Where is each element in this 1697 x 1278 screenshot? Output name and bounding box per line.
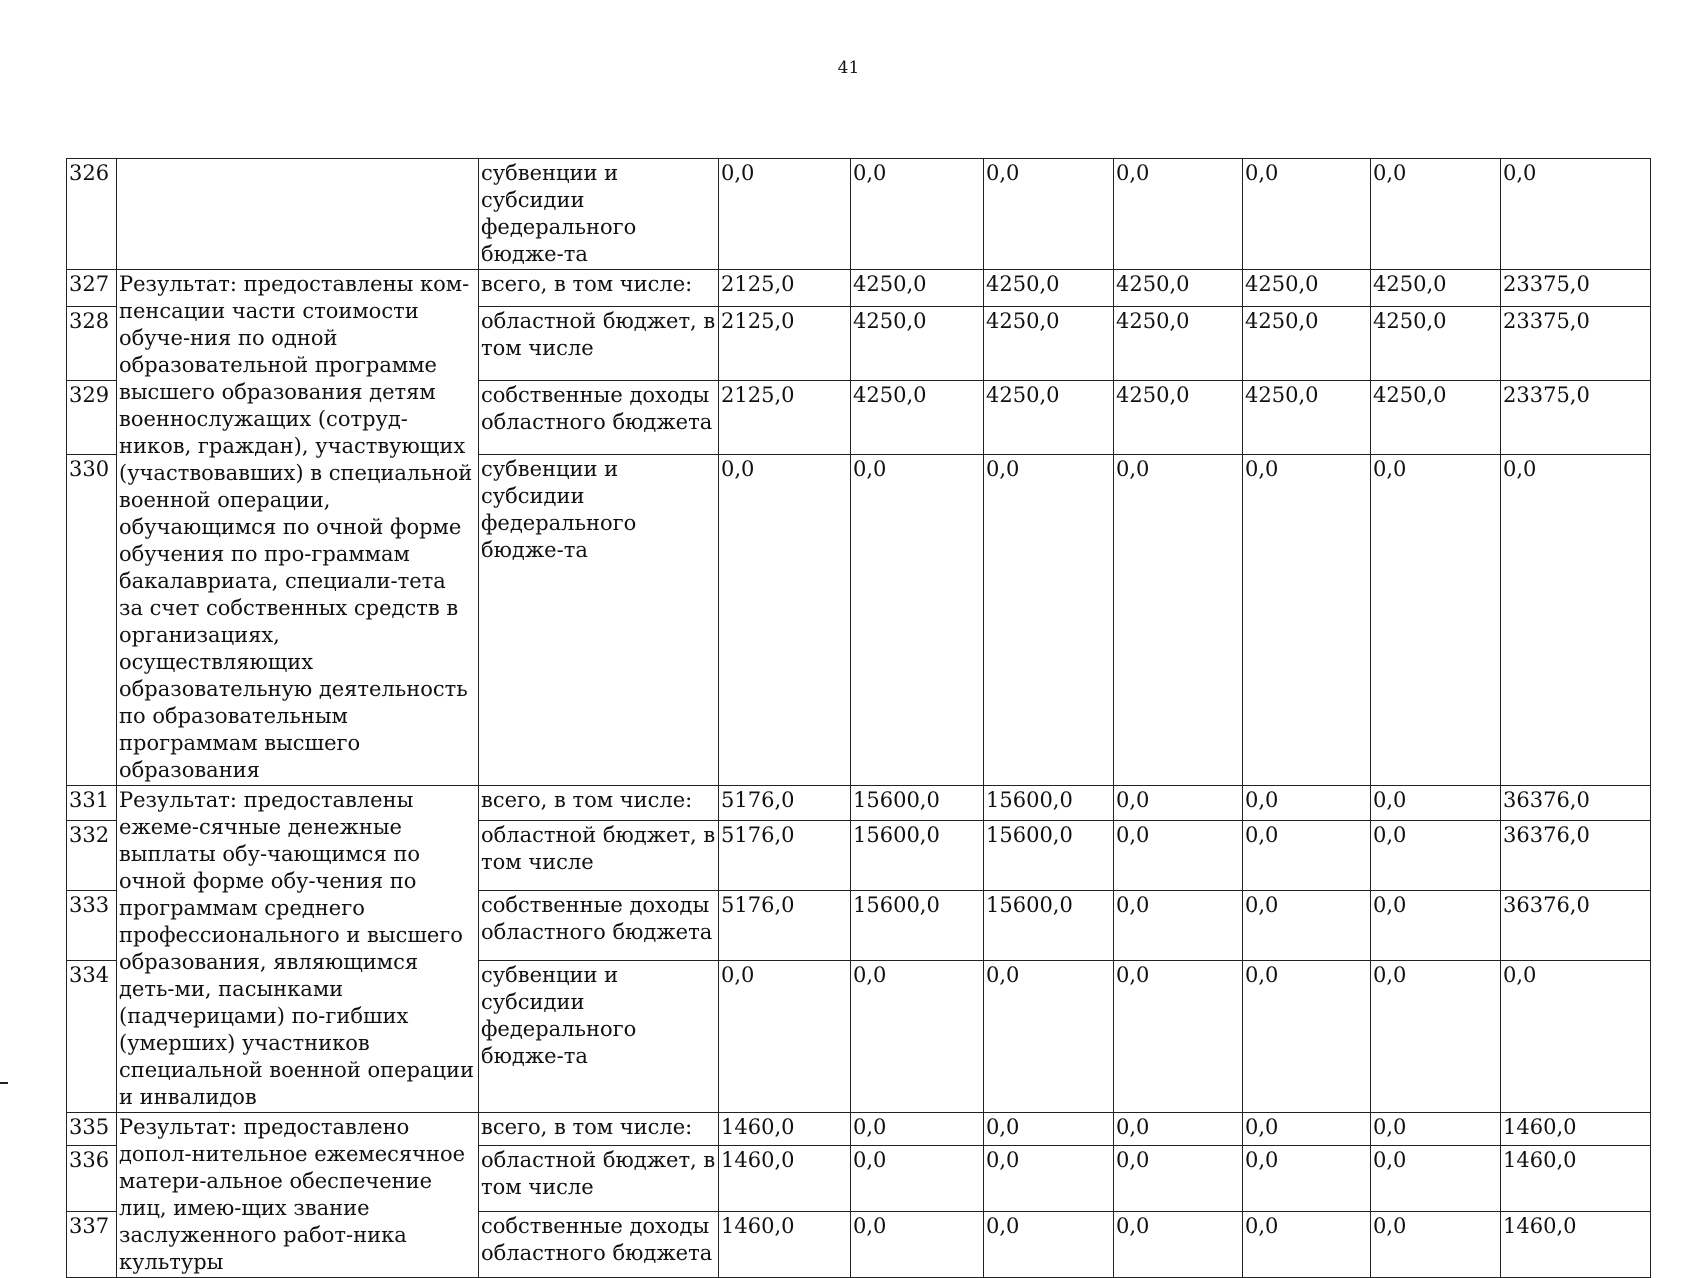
value-cell: 15600,0 bbox=[851, 891, 984, 961]
table-row bbox=[67, 786, 1651, 821]
value-cell: 0,0 bbox=[851, 1113, 984, 1146]
funding-source: всего, в том числе: bbox=[479, 1113, 719, 1146]
value-cell: 2125,0 bbox=[719, 381, 851, 455]
value-cell: 0,0 bbox=[1243, 159, 1371, 270]
value-cell: 0,0 bbox=[1114, 454, 1243, 785]
page-number: 41 bbox=[837, 58, 860, 78]
value-cell: 5176,0 bbox=[719, 786, 851, 821]
budget-table bbox=[66, 158, 1651, 1278]
value-cell: 4250,0 bbox=[984, 381, 1114, 455]
result-description: Результат: предоставлены ком-пенсации части стоимости обуче-ния по одной образовательной программе высшего образования детям военнослужащих (сотруд-ников, граждан), участвующих (участвовавших) в специальной военной операции, обучающимся по очной форме обучения по про-граммам бакалавриата, специали-тета за счет собственных средств в организациях, осуществляющих образовательную деятельность по образовательным программам высшего образования bbox=[117, 270, 479, 786]
table-row bbox=[67, 159, 1651, 270]
row-number: 326 bbox=[67, 159, 117, 270]
funding-source: субвенции и субсидии федерального бюдже-та bbox=[479, 960, 719, 1112]
value-cell: 4250,0 bbox=[1243, 270, 1371, 307]
value-cell: 0,0 bbox=[984, 1146, 1114, 1212]
table-row bbox=[67, 270, 1651, 307]
value-cell: 0,0 bbox=[984, 960, 1114, 1112]
total-cell: 1460,0 bbox=[1501, 1113, 1651, 1146]
total-cell: 23375,0 bbox=[1501, 270, 1651, 307]
value-cell: 4250,0 bbox=[1371, 270, 1501, 307]
total-cell: 36376,0 bbox=[1501, 786, 1651, 821]
value-cell: 1460,0 bbox=[719, 1113, 851, 1146]
value-cell: 2125,0 bbox=[719, 307, 851, 381]
value-cell: 4250,0 bbox=[1243, 381, 1371, 455]
value-cell: 0,0 bbox=[1371, 1146, 1501, 1212]
value-cell: 4250,0 bbox=[1114, 381, 1243, 455]
value-cell: 0,0 bbox=[1243, 1212, 1371, 1278]
value-cell: 0,0 bbox=[1243, 891, 1371, 961]
value-cell: 0,0 bbox=[851, 1146, 984, 1212]
result-description bbox=[117, 159, 479, 270]
value-cell: 4250,0 bbox=[1243, 307, 1371, 381]
value-cell: 0,0 bbox=[719, 454, 851, 785]
result-description: Результат: предоставлено допол-нительное ежемесячное матери-альное обеспечение лиц, имею-щих звание заслуженного работ-ника культуры bbox=[117, 1113, 479, 1278]
value-cell: 4250,0 bbox=[1114, 270, 1243, 307]
total-cell: 36376,0 bbox=[1501, 891, 1651, 961]
value-cell: 4250,0 bbox=[851, 307, 984, 381]
row-number: 336 bbox=[67, 1146, 117, 1212]
value-cell: 0,0 bbox=[851, 1212, 984, 1278]
value-cell: 0,0 bbox=[1243, 1113, 1371, 1146]
funding-source: собственные доходы областного бюджета bbox=[479, 381, 719, 455]
value-cell: 15600,0 bbox=[851, 821, 984, 891]
value-cell: 0,0 bbox=[1371, 159, 1501, 270]
value-cell: 0,0 bbox=[1243, 821, 1371, 891]
value-cell: 0,0 bbox=[984, 159, 1114, 270]
value-cell: 0,0 bbox=[1114, 786, 1243, 821]
row-number: 333 bbox=[67, 891, 117, 961]
value-cell: 0,0 bbox=[1114, 821, 1243, 891]
value-cell: 0,0 bbox=[1371, 960, 1501, 1112]
value-cell: 15600,0 bbox=[984, 786, 1114, 821]
value-cell: 0,0 bbox=[1243, 454, 1371, 785]
value-cell: 4250,0 bbox=[851, 270, 984, 307]
funding-source: субвенции и субсидии федерального бюдже-та bbox=[479, 159, 719, 270]
total-cell: 0,0 bbox=[1501, 159, 1651, 270]
value-cell: 1460,0 bbox=[719, 1146, 851, 1212]
row-number: 327 bbox=[67, 270, 117, 307]
total-cell: 23375,0 bbox=[1501, 381, 1651, 455]
value-cell: 4250,0 bbox=[1114, 307, 1243, 381]
value-cell: 0,0 bbox=[1371, 1113, 1501, 1146]
value-cell: 0,0 bbox=[719, 960, 851, 1112]
value-cell: 0,0 bbox=[1243, 960, 1371, 1112]
value-cell: 0,0 bbox=[851, 454, 984, 785]
funding-source: собственные доходы областного бюджета bbox=[479, 891, 719, 961]
value-cell: 4250,0 bbox=[1371, 307, 1501, 381]
value-cell: 1460,0 bbox=[719, 1212, 851, 1278]
value-cell: 15600,0 bbox=[851, 786, 984, 821]
value-cell: 2125,0 bbox=[719, 270, 851, 307]
value-cell: 4250,0 bbox=[1371, 381, 1501, 455]
funding-source: всего, в том числе: bbox=[479, 786, 719, 821]
value-cell: 0,0 bbox=[1371, 454, 1501, 785]
margin-mark bbox=[0, 1082, 8, 1084]
total-cell: 0,0 bbox=[1501, 960, 1651, 1112]
row-number: 329 bbox=[67, 381, 117, 455]
total-cell: 1460,0 bbox=[1501, 1212, 1651, 1278]
total-cell: 36376,0 bbox=[1501, 821, 1651, 891]
value-cell: 15600,0 bbox=[984, 891, 1114, 961]
value-cell: 0,0 bbox=[1114, 891, 1243, 961]
value-cell: 0,0 bbox=[1114, 960, 1243, 1112]
row-number: 337 bbox=[67, 1212, 117, 1278]
value-cell: 0,0 bbox=[719, 159, 851, 270]
value-cell: 0,0 bbox=[1114, 1113, 1243, 1146]
value-cell: 0,0 bbox=[1114, 1146, 1243, 1212]
value-cell: 0,0 bbox=[1371, 821, 1501, 891]
total-cell: 0,0 bbox=[1501, 454, 1651, 785]
value-cell: 0,0 bbox=[1114, 159, 1243, 270]
table-row bbox=[67, 1113, 1651, 1146]
row-number: 328 bbox=[67, 307, 117, 381]
row-number: 334 bbox=[67, 960, 117, 1112]
value-cell: 0,0 bbox=[984, 1212, 1114, 1278]
funding-source: всего, в том числе: bbox=[479, 270, 719, 307]
value-cell: 5176,0 bbox=[719, 821, 851, 891]
funding-source: собственные доходы областного бюджета bbox=[479, 1212, 719, 1278]
value-cell: 0,0 bbox=[851, 960, 984, 1112]
value-cell: 0,0 bbox=[1243, 786, 1371, 821]
row-number: 331 bbox=[67, 786, 117, 821]
value-cell: 0,0 bbox=[1371, 786, 1501, 821]
value-cell: 5176,0 bbox=[719, 891, 851, 961]
value-cell: 0,0 bbox=[1371, 891, 1501, 961]
value-cell: 4250,0 bbox=[851, 381, 984, 455]
row-number: 335 bbox=[67, 1113, 117, 1146]
value-cell: 0,0 bbox=[1114, 1212, 1243, 1278]
total-cell: 1460,0 bbox=[1501, 1146, 1651, 1212]
funding-source: областной бюджет, в том числе bbox=[479, 821, 719, 891]
row-number: 332 bbox=[67, 821, 117, 891]
value-cell: 0,0 bbox=[984, 1113, 1114, 1146]
value-cell: 0,0 bbox=[851, 159, 984, 270]
value-cell: 0,0 bbox=[1243, 1146, 1371, 1212]
value-cell: 4250,0 bbox=[984, 270, 1114, 307]
funding-source: субвенции и субсидии федерального бюдже-та bbox=[479, 454, 719, 785]
result-description: Результат: предоставлены ежеме-сячные денежные выплаты обу-чающимся по очной форме обу-чения по программам среднего профессионального и высшего образования, являющимся деть-ми, пасынками (падчерицами) по-гибших (умерших) участников специальной военной операции и инвалидов bbox=[117, 786, 479, 1113]
value-cell: 15600,0 bbox=[984, 821, 1114, 891]
value-cell: 4250,0 bbox=[984, 307, 1114, 381]
funding-source: областной бюджет, в том числе bbox=[479, 307, 719, 381]
row-number: 330 bbox=[67, 454, 117, 785]
value-cell: 0,0 bbox=[1371, 1212, 1501, 1278]
value-cell: 0,0 bbox=[984, 454, 1114, 785]
total-cell: 23375,0 bbox=[1501, 307, 1651, 381]
funding-source: областной бюджет, в том числе bbox=[479, 1146, 719, 1212]
